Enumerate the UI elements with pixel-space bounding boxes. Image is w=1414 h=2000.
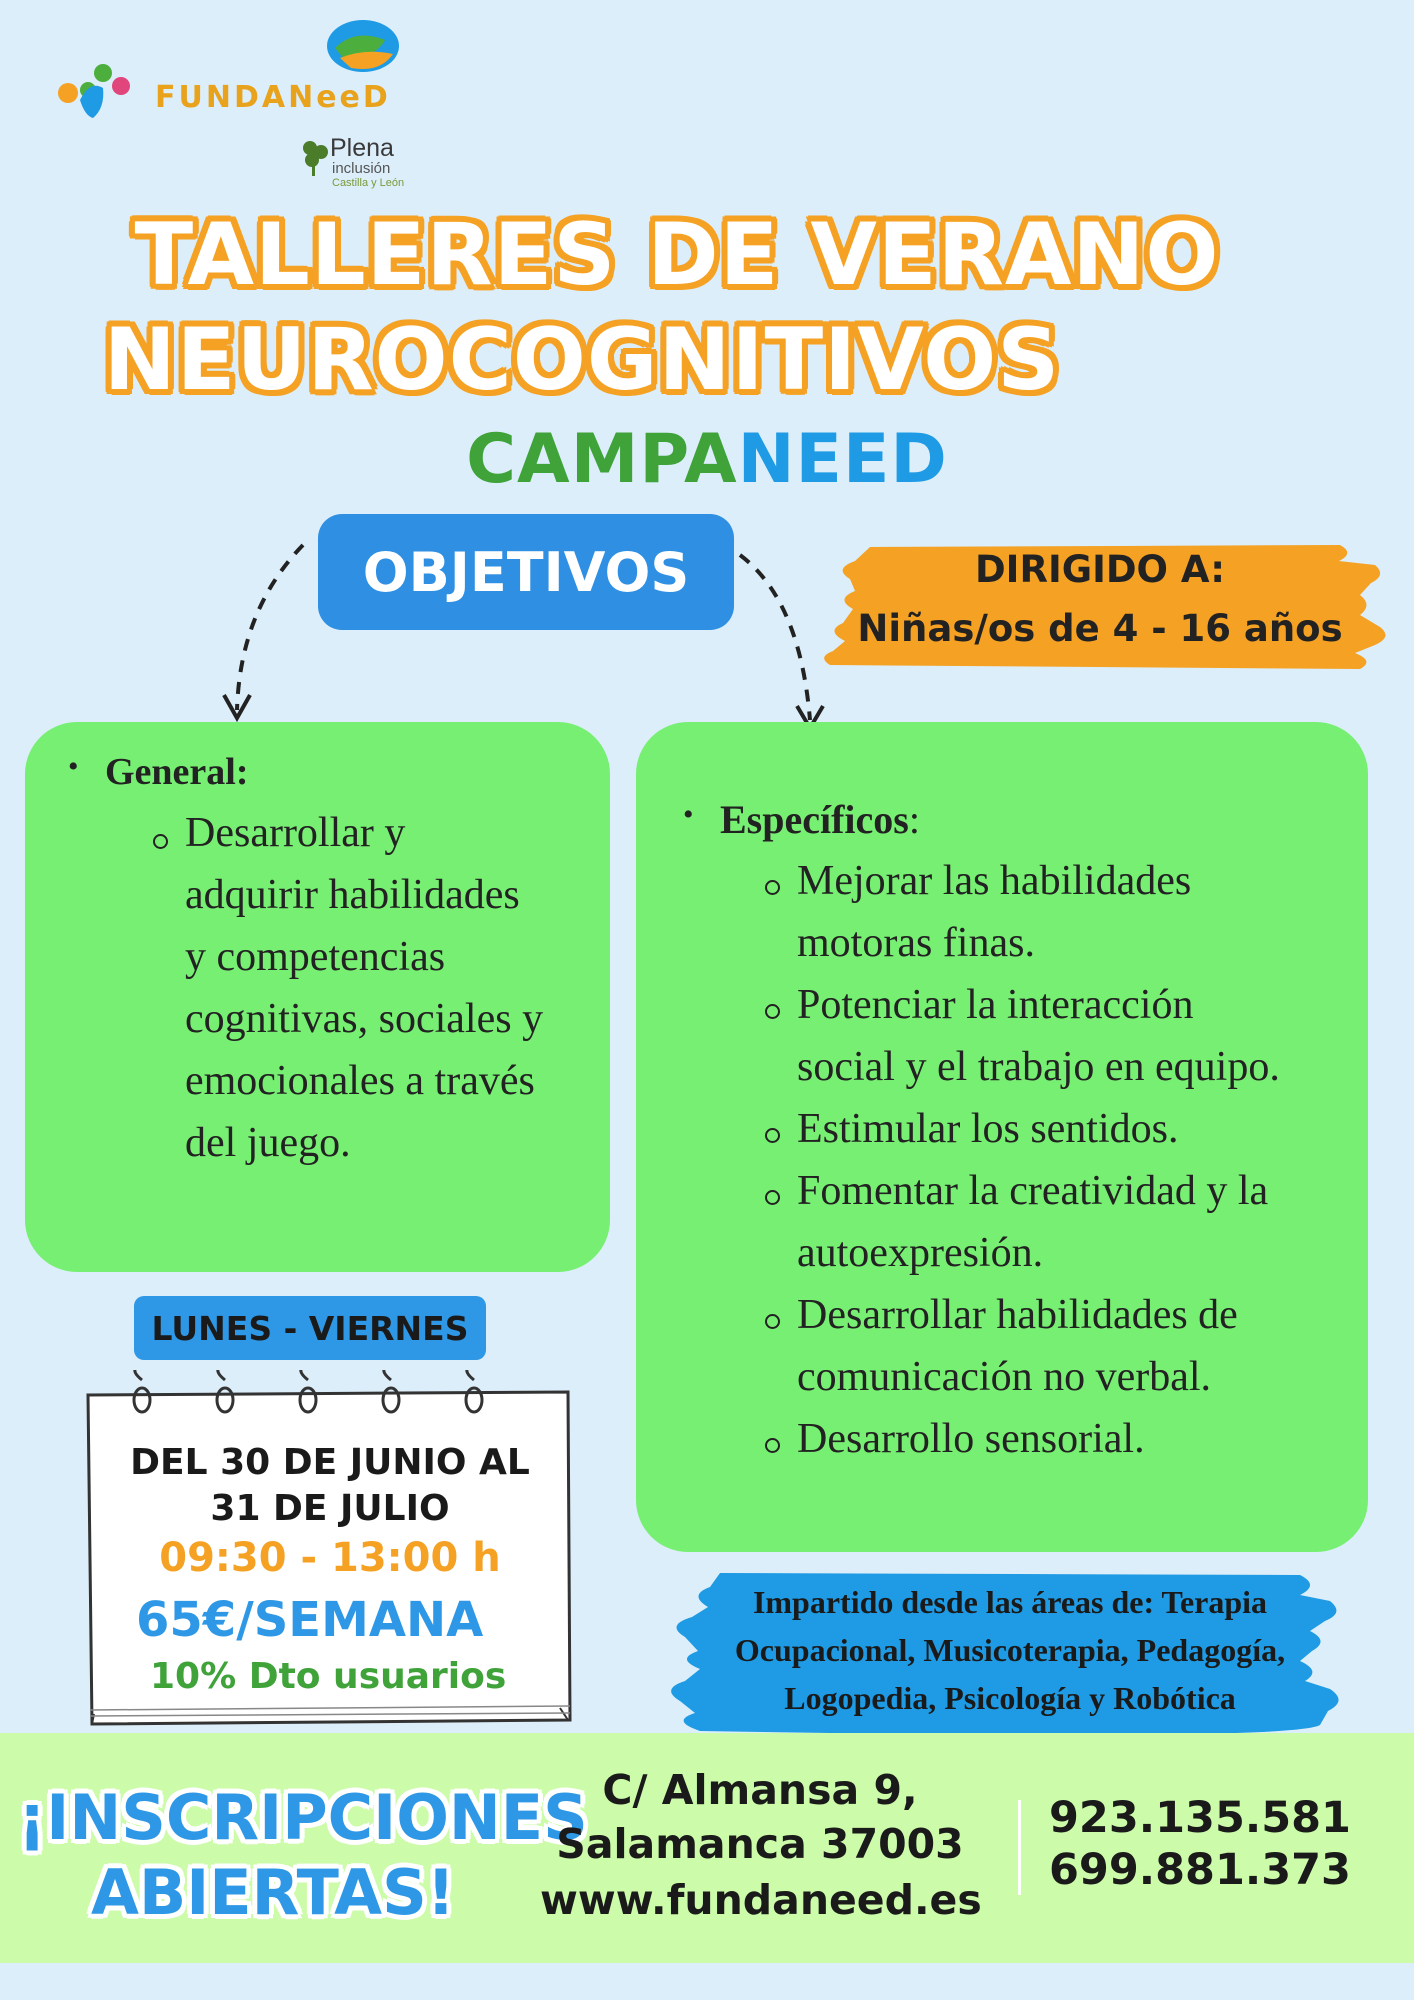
specific-heading-text: Específicos [720, 797, 909, 842]
plena-sub: inclusión [332, 160, 391, 177]
objetivos-label: OBJETIVOS [318, 514, 734, 630]
schedule-time: 09:30 - 13:00 h [159, 1535, 501, 1581]
specific-heading-colon: : [908, 797, 920, 842]
days-badge: LUNES - VIERNES [134, 1296, 486, 1360]
list-item [765, 1408, 1365, 1470]
title-line-1: TALLERES DE VERANO [134, 205, 1220, 305]
impartido-text [690, 1578, 1330, 1722]
list-item-line: Mejorar las habilidades [797, 858, 1192, 904]
list-item-bullet [765, 880, 780, 895]
list-item [765, 1098, 1365, 1160]
list-item [765, 1160, 1365, 1284]
general-item-line: Desarrollar y [185, 810, 406, 856]
list-item-line: autoexpresión. [797, 1230, 1044, 1276]
phone-1[interactable]: 923.135.581 [1049, 1793, 1351, 1843]
list-item [765, 850, 1365, 974]
general-item-line: adquirir habilidades [185, 872, 520, 918]
list-item-line: Potenciar la interacción [797, 982, 1194, 1028]
impartido-line: Ocupacional, Musicoterapia, Pedagogía, [734, 1632, 1286, 1668]
general-item-line: emocionales a través [185, 1058, 535, 1104]
list-item [765, 974, 1365, 1098]
list-item-line: social y el trabajo en equipo. [797, 1044, 1280, 1090]
dirigido-label: DIRIGIDO A: [974, 548, 1226, 591]
address-street: C/ Almansa 9, [602, 1766, 918, 1814]
dirigido-value: Niñas/os de 4 - 16 años [857, 607, 1343, 650]
subtitle-part-a: CAMPA [466, 420, 738, 499]
price: 65€/SEMANA [136, 1592, 484, 1648]
website-link[interactable]: www.fundaneed.es [540, 1876, 982, 1924]
discount: 10% Dto usuarios [150, 1656, 507, 1697]
general-heading: General: [105, 751, 249, 793]
plena-inclusion-logo [300, 132, 440, 192]
address-city: Salamanca 37003 [556, 1820, 964, 1868]
list-item-bullet [765, 1438, 780, 1453]
list-item-line: Fomentar la creatividad y la [797, 1168, 1269, 1214]
list-item-line: comunicación no verbal. [797, 1354, 1212, 1400]
general-sub-bullet [153, 834, 168, 849]
arrow-left-icon [200, 540, 320, 730]
phone-2[interactable]: 699.881.373 [1049, 1845, 1351, 1895]
campaneed-subtitle [0, 420, 1414, 499]
specific-list [765, 850, 1365, 1470]
impartido-line: Impartido desde las áreas de: Terapia [752, 1584, 1268, 1620]
fundaneed-wordmark: FUNDANeeD [155, 80, 391, 115]
fundaneed-logo [55, 18, 415, 128]
list-item-line: motoras finas. [797, 920, 1035, 966]
list-item-line: Desarrollar habilidades de [797, 1292, 1238, 1338]
list-item-line: Estimular los sentidos. [797, 1106, 1179, 1152]
inscripciones-line-2: ABIERTAS! [90, 1856, 455, 1929]
general-item-line: del juego. [185, 1120, 351, 1166]
title-line-2: NEUROCOGNITIVOS [103, 310, 1061, 410]
list-item-bullet [765, 1004, 780, 1019]
impartido-line: Logopedia, Psicología y Robótica [784, 1680, 1236, 1716]
specific-heading [720, 796, 920, 843]
general-item-line: cognitivas, sociales y [185, 996, 544, 1042]
list-item-line: Desarrollo sensorial. [797, 1416, 1145, 1462]
general-item [185, 802, 605, 1174]
subtitle-part-b: NEED [737, 420, 948, 499]
general-item-line: y competencias [185, 934, 446, 980]
date-line-1: DEL 30 DE JUNIO AL [130, 1442, 530, 1483]
inscripciones-line-1: ¡INSCRIPCIONES [18, 1781, 588, 1854]
list-item-bullet [765, 1314, 780, 1329]
plena-region: Castilla y León [332, 177, 405, 189]
plena-name: Plena [330, 134, 394, 162]
list-item-bullet [765, 1190, 780, 1205]
list-item-bullet [765, 1128, 780, 1143]
footer-divider [1018, 1800, 1021, 1895]
list-item [765, 1284, 1365, 1408]
date-range [110, 1440, 550, 1532]
clover-icon [300, 138, 330, 178]
date-line-2: 31 DE JULIO [210, 1488, 450, 1529]
